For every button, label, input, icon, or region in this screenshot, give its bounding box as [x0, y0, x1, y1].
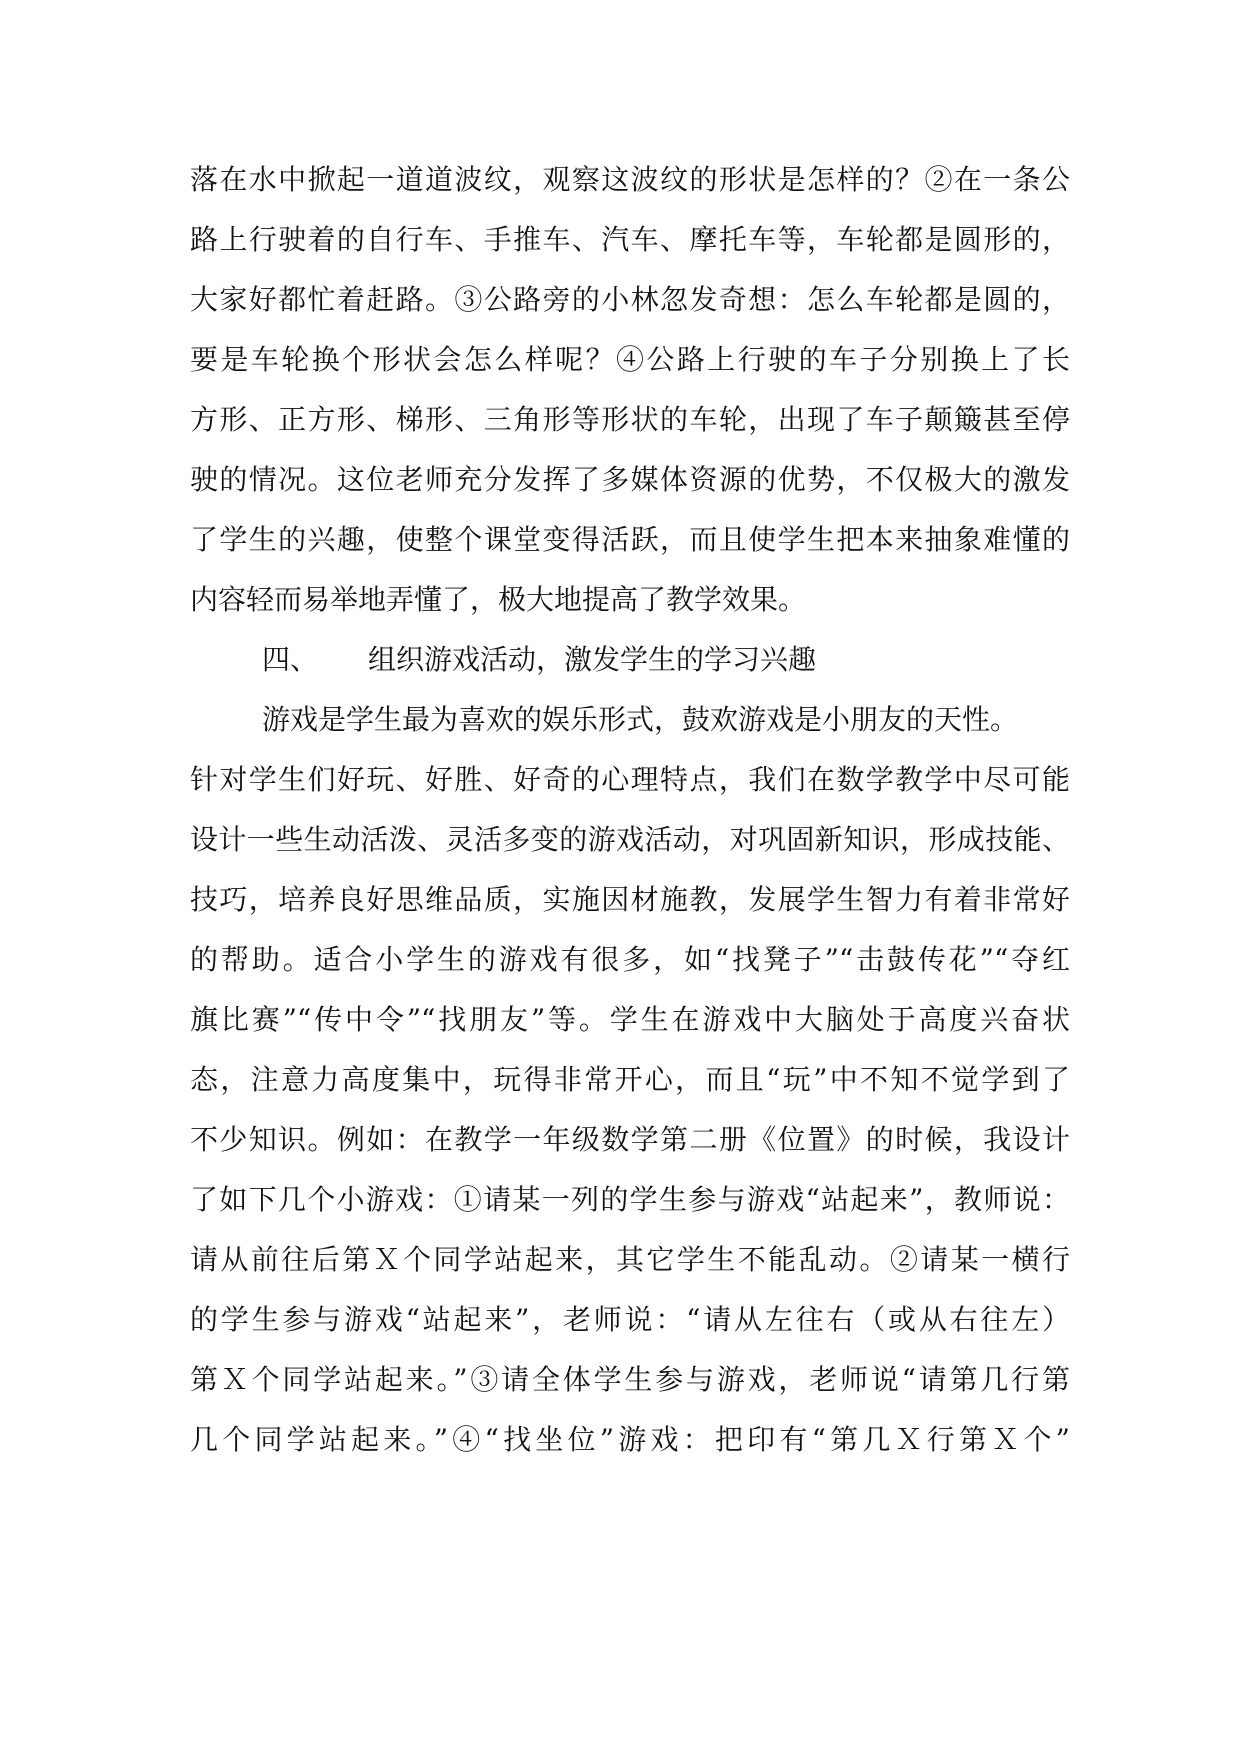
text-line: 内容轻而易举地弄懂了，极大地提高了教学效果。 — [190, 583, 807, 616]
paragraph-games — [190, 690, 1070, 1470]
text-line: 落在水中掀起一道道波纹，观察这波纹的形状是怎样的？②在一条公 — [190, 163, 1070, 196]
text-line: 路上行驶着的自行车、手推车、汽车、摩托车等，车轮都是圆形的， — [190, 223, 1070, 256]
text-line: 的帮助。适合小学生的游戏有很多，如“找凳子”“击鼓传花”“夺红 — [190, 943, 1070, 976]
text-line: 第Ｘ个同学站起来。”③请全体学生参与游戏，老师说“请第几行第 — [190, 1363, 1070, 1396]
text-line: 了如下几个小游戏：①请某一列的学生参与游戏“站起来”，教师说： — [190, 1183, 1070, 1216]
section-number: 四、 — [262, 643, 319, 676]
paragraph-continued — [190, 150, 1070, 630]
section-title: 组织游戏活动，激发学生的学习兴趣 — [368, 643, 817, 676]
text-line: 几个同学站起来。”④“找坐位”游戏：把印有“第几Ｘ行第Ｘ个” — [190, 1423, 1070, 1456]
text-line: 要是车轮换个形状会怎么样呢？④公路上行驶的车子分别换上了长 — [190, 343, 1070, 376]
text-line: 请从前往后第Ｘ个同学站起来，其它学生不能乱动。②请某一横行 — [190, 1243, 1070, 1276]
text-line: 针对学生们好玩、好胜、好奇的心理特点，我们在数学教学中尽可能 — [190, 763, 1070, 796]
text-line: 技巧，培养良好思维品质，实施因材施教，发展学生智力有着非常好 — [190, 883, 1070, 916]
text-line: 旗比赛”“传中令”“找朋友”等。学生在游戏中大脑处于高度兴奋状 — [190, 1003, 1070, 1036]
text-line: 游戏是学生最为喜欢的娱乐形式，鼓欢游戏是小朋友的天性。 — [262, 703, 1019, 736]
text-line: 方形、正方形、梯形、三角形等形状的车轮，出现了车子颠簸甚至停 — [190, 403, 1070, 436]
text-line: 大家好都忙着赶路。③公路旁的小林忽发奇想：怎么车轮都是圆的， — [190, 283, 1070, 316]
text-line: 不少知识。例如：在教学一年级数学第二册《位置》的时候，我设计 — [190, 1123, 1070, 1156]
text-line: 设计一些生动活泼、灵活多变的游戏活动，对巩固新知识，形成技能、 — [190, 823, 1070, 856]
text-line: 了学生的兴趣，使整个课堂变得活跃，而且使学生把本来抽象难懂的 — [190, 523, 1070, 556]
body-text — [190, 150, 1070, 1470]
text-line: 驶的情况。这位老师充分发挥了多媒体资源的优势，不仅极大的激发 — [190, 463, 1070, 496]
section-heading — [190, 630, 1070, 690]
text-line: 的学生参与游戏“站起来”，老师说：“请从左往右（或从右往左） — [190, 1303, 1070, 1336]
text-line: 态，注意力高度集中，玩得非常开心，而且“玩”中不知不觉学到了 — [190, 1063, 1070, 1096]
